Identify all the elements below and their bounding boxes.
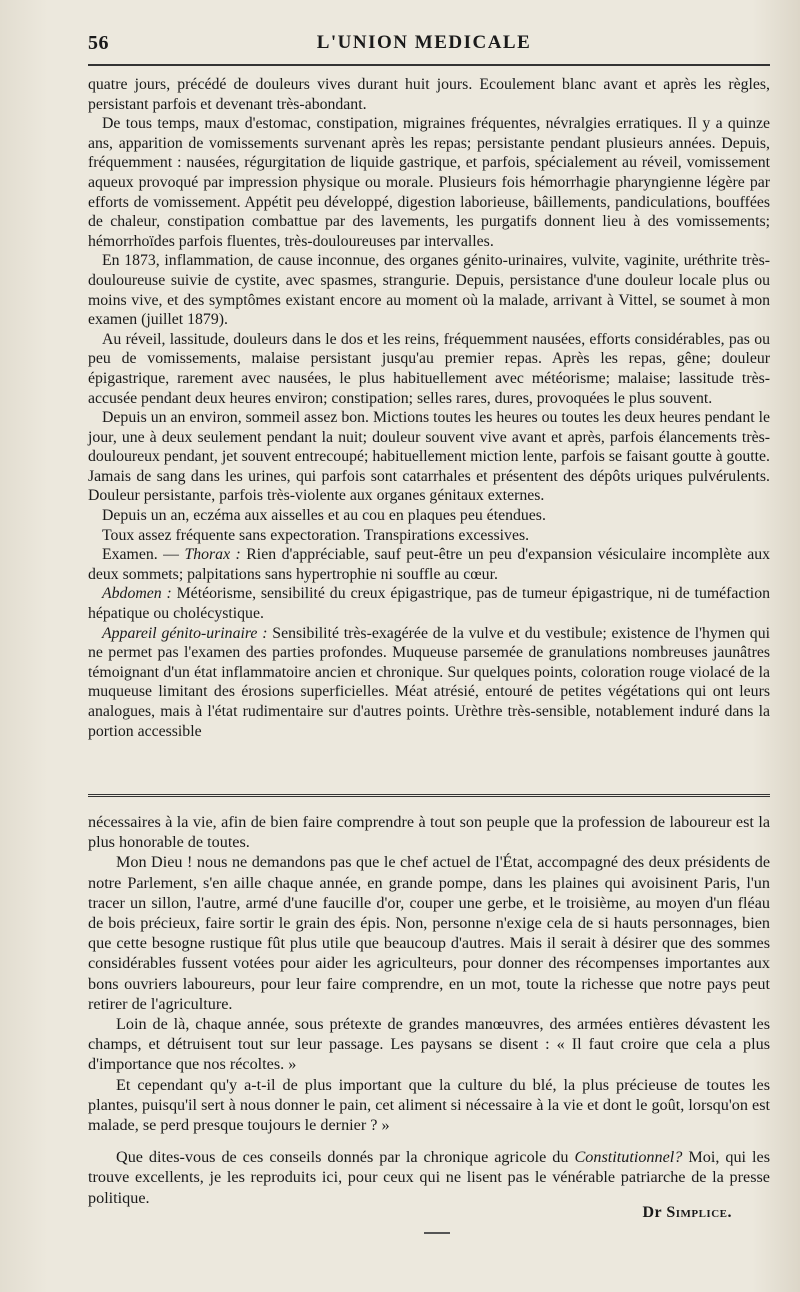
article-paragraph: Au réveil, lassitude, douleurs dans le dos et les reins, fréquemment nausées, efforts considérables, pas ou peu de vomissements, malaise persistant jusqu'au premier repas. Après les repas, gêne; douleur épigastrique, rarement avec nausées, le plus habituellement avec météorisme; malaise; lassitude très-accusée pendant deux heures environ; constipation; selles rares, dures, provoquées le plus souvent. [88,330,770,407]
paragraph-text: Météorisme, sensibilité du creux épigastrique, pas de tumeur épigastrique, ni de tuméfaction hépatique ou cholécystique. [88,585,770,623]
feuilleton-paragraph-closing [88,1147,770,1208]
footer-mark [424,1232,450,1234]
running-title: L'UNION MEDICALE [316,32,532,53]
article-paragraph-examen [88,545,770,584]
header-rule [88,64,770,66]
paragraph-text: Sensibilité très-exagérée de la vulve et du vestibule; existence de l'hymen qui ne permet pas l'examen des parties profondes. Muqueuse parsemée de granulations nombreuses jaunâtres témoignant d'un état inflammatoire ancien et chronique. Sur quelques points, coloration rouge violacé de la muqueuse limitant des érosions superficielles. Méat atrésié, entouré de petites végétations qui ont leurs analogues, mais à l'état rudimentaire sur d'autres points. Urèthre très-sensible, notablement induré dans la portion accessible [88,624,770,740]
paragraph-lead-italic: Thorax : [184,546,241,564]
page-header [88,30,760,62]
article-paragraph: Depuis un an environ, sommeil assez bon. Mictions toutes les heures ou toutes les deux heures pendant le jour, une à deux seulement pendant la nuit; douleur souvent vive avant et après, parfois élancements très-douloureux pendant, jet souvent entrecoupé; habituellement miction lente, parfois se faisant goutte à goutte. Jamais de sang dans les urines, qui parfois sont catarrhales et présentent des dépôts uriques pulvérulents. Douleur persistante, parfois très-violente aux organes génitaux externes. [88,409,770,505]
paragraph-lead-italic: Abdomen : [102,585,172,603]
feuilleton-paragraph: Et cependant qu'y a-t-il de plus important que la culture du blé, la plus précieuse de toutes les plantes, puisqu'il sert à nous donner le pain, cet aliment si nécessaire à la vie et dont le goût, lorsqu'on est malade, se perd presque toujours le dernier ? » [88,1075,770,1135]
article-paragraph: Toux assez fréquente sans expectoration. Transpirations excessives. [102,526,530,544]
paragraph-text-tail: Moi, qui les trouve excellents, je les reproduits ici, pour ceux qui ne lisent pas le vénérable patriarche de la presse politique. [88,1148,770,1207]
feuilleton-body [88,812,770,1208]
article-paragraph: quatre jours, précédé de douleurs vives durant huit jours. Ecoulement blanc avant et après les règles, persistant parfois et devenant très-abondant. [88,76,770,113]
signature [642,1204,732,1222]
paragraph-italic-title: Constitutionnel? [574,1148,683,1167]
signature-prefix: Dr [642,1204,662,1221]
article-paragraph: En 1873, inflammation, de cause inconnue, des organes génito-urinaires, vulvite, vaginite, uréthrite très-douloureuse suivie de cystite, avec spasmes, strangurie. Depuis, persistance d'une douleur locale plus ou moins vive, et des symptômes existant encore au moment où la malade, arrivant à Vittel, se soumet à mon examen (juillet 1879). [88,252,770,329]
paragraph-lead: Examen. — [102,546,185,564]
feuilleton-separator [88,794,770,797]
article-paragraph: De tous temps, maux d'estomac, constipation, migraines fréquentes, névralgies erratiques. Il y a quinze ans, apparition de vomissements survenant après les repas; persistante pendant plusieurs années. Depuis, fréquemment : nausées, régurgitation de liquide gastrique, et parfois, spécialement au réveil, vomissement aqueux provoqué par impression physique ou morale. Plusieurs fois hémorrhagie pharyngienne légère par efforts de vomissement. Appétit peu développé, digestion laborieuse, bâillements, pandiculations, bouffées de chaleur, constipation combattue par des lavements, les purgatifs donnent lieu à des vomissements; hémorrhoïdes parfois fluentes, très-douloureuses par intervalles. [88,115,770,250]
article-paragraph-abdomen [88,584,770,623]
feuilleton-paragraph: Loin de là, chaque année, sous prétexte de grandes manœuvres, des armées entières dévastent les champs, et détruisent tout sur leur passage. Les paysans se disent : « Il faut croire que cela a plus d'importance que nos récoltes. » [88,1015,770,1074]
feuilleton-paragraph: Mon Dieu ! nous ne demandons pas que le chef actuel de l'État, accompagné des deux présidents de notre Parlement, s'en aille chaque année, en grande pompe, dans les plaines qui avoisinent Paris, l'un tracer un sillon, l'autre, armé d'une faucille d'or, couper une gerbe, et le troisième, au moyen d'un fléau de bois précieux, faire sortir le grain des épis. Non, personne n'exige cela de si hauts personnages, bien que cette besogne rustique fût plus utile que beaucoup d'autres. Mais il serait à désirer que des sommes considérables fussent votées pour aider les agriculteurs, pour donner des récompenses importantes aux bons ouvriers laboureurs, pour leur faire comprendre, en un mot, toute la richesse que notre pays peut retirer de l'agriculture. [88,853,770,1013]
article-paragraph: Depuis un an, eczéma aux aisselles et au cou en plaques peu étendues. [102,507,546,525]
page-number: 56 [88,32,109,54]
paragraph-lead-italic: Appareil génito-urinaire : [102,624,268,642]
paragraph-text: Que dites-vous de ces conseils donnés par la chronique agricole du [116,1148,575,1167]
signature-name: Simplice. [666,1204,732,1221]
article-body [88,75,770,741]
article-paragraph-appareil [88,624,770,742]
paragraph-text: Rien d'appréciable, sauf peut-être un peu d'expansion vésiculaire incomplète aux deux sommets; palpitations sans hypertrophie ni souffle au cœur. [88,546,771,583]
feuilleton-paragraph: nécessaires à la vie, afin de bien faire comprendre à tout son peuple que la profession de laboureur est la plus honorable de toutes. [88,813,770,852]
